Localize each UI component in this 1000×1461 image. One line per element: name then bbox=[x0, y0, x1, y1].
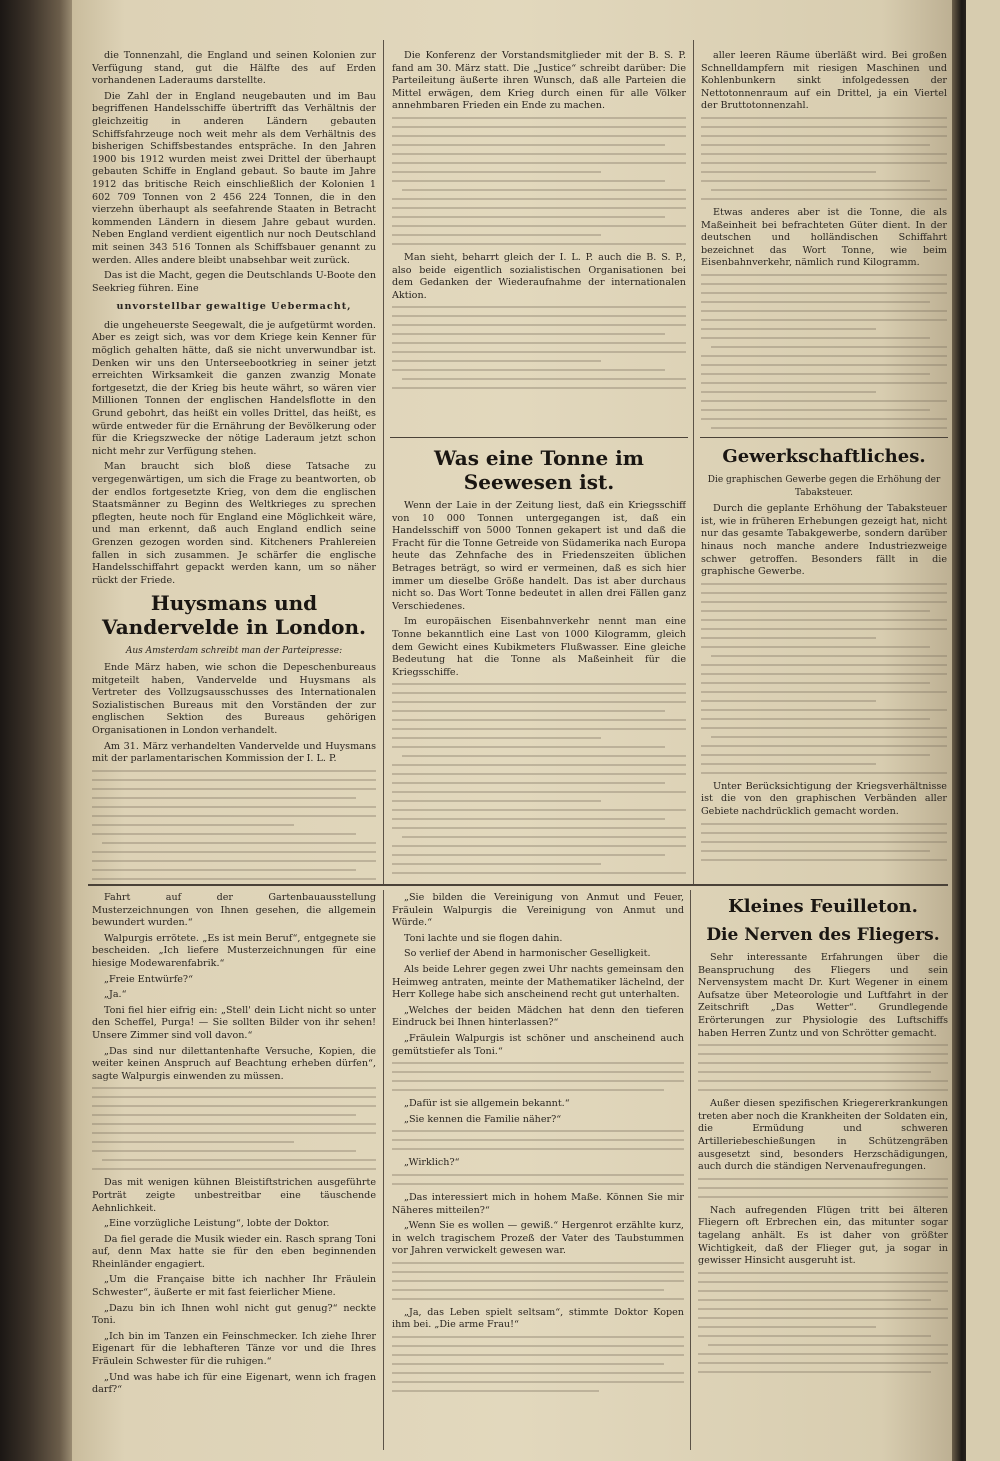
story-paragraph: „Das sind nur dilettantenhafte Versuche, Kopien, die weiter keinen Anspruch auf Beachtung erheben dürfen“, sagte Walpurgis einwenden zu müssen. bbox=[92, 1045, 376, 1082]
article-column-2b bbox=[392, 442, 686, 880]
column-rule bbox=[383, 40, 384, 885]
feuilleton-story-column-2 bbox=[392, 892, 684, 1452]
story-paragraph: Fahrt auf der Gartenbauausstellung Musterzeichnungen von Ihnen gesehen, die allgemein bewundert wurden.“ bbox=[92, 892, 376, 929]
unreadable-body-text bbox=[392, 1174, 684, 1185]
column-rule bbox=[690, 890, 691, 1450]
story-paragraph: „Dafür ist sie allgemein bekannt.“ bbox=[404, 1098, 570, 1110]
feuilleton-divider bbox=[88, 884, 948, 886]
story-paragraph: Toni fiel hier eifrig ein: „Stell' dein Licht nicht so unter den Scheffel, Purga! — Sie sollten Bilder von ihr sehen! Unsere Zimmer sind voll davon.“ bbox=[92, 1004, 376, 1041]
unreadable-body-text bbox=[701, 583, 947, 774]
section-rule bbox=[700, 437, 948, 438]
article-subhead: Die graphischen Gewerbe gegen die Erhöhung der Tabaksteuer. bbox=[707, 475, 941, 498]
unreadable-body-text bbox=[698, 1272, 948, 1373]
article-paragraph: Unter Berücksichtigung der Kriegsverhältnisse ist die von den graphischen Verbänden aller Gebiete nachdrücklich gemacht worden. bbox=[701, 780, 947, 817]
unreadable-body-text bbox=[392, 683, 686, 880]
feuilleton-story-column-1 bbox=[92, 892, 376, 1452]
left-binding-shadow bbox=[0, 0, 80, 1461]
article-paragraph: Die Konferenz der Vorstandsmitglieder mit der B. S. P. fand am 30. März statt. Die „Justice“ schreibt darüber: Die Parteileitung äußerte ihren Wunsch, daß alle Parteien die Mittel erwägen, dem Krieg durch einen für alle Völker annehmbaren Frieden ein Ende zu machen. bbox=[392, 50, 686, 112]
story-paragraph: „Freie Entwürfe?“ bbox=[104, 973, 193, 985]
article-column-1 bbox=[92, 50, 376, 880]
article-paragraph: Durch die geplante Erhöhung der Tabaksteuer ist, wie in früheren Erhebungen gezeigt hat, nicht nur das gesamte Tabakgewerbe, sondern darüber hinaus noch manche andere Industriezweige schwer getroffen. Besonders fällt in die graphische Gewerbe. bbox=[701, 503, 947, 578]
article-headline: Die Nerven des Fliegers. bbox=[706, 925, 940, 945]
article-paragraph: Im europäischen Eisenbahnverkehr nennt man eine Tonne bekanntlich eine Last von 1000 Kilogramm, gleich dem Gewicht eines Kubikmeters Flußwasser. Eine gleiche Bedeutung hat die Tonne als Maßeinheit für die Kriegsschiffe. bbox=[392, 616, 686, 678]
story-paragraph: „Wirklich?“ bbox=[404, 1157, 460, 1169]
story-paragraph: „Sie kennen die Familie näher?“ bbox=[404, 1113, 562, 1125]
story-paragraph: „Ich bin im Tanzen ein Feinschmecker. Ich ziehe Ihrer Eigenart für die lebhafteren Tänze vor und die Ihres Fräulein Schwester für die ruhigen.“ bbox=[92, 1330, 376, 1368]
article-column-2 bbox=[392, 50, 686, 435]
article-headline: Huysmans und Vandervelde in London. bbox=[102, 591, 366, 640]
unreadable-body-text bbox=[392, 1336, 684, 1392]
story-paragraph: So verlief der Abend in harmonischer Geselligkeit. bbox=[404, 948, 651, 960]
unreadable-body-text bbox=[92, 770, 376, 880]
article-paragraph: Ende März haben, wie schon die Depeschenbureaus mitgeteilt haben, Vandervelde und Huysmans als Vertreter des Vollzugsausschusses des Internationalen Sozialistischen Bureaus mit den Vorständen der zur englischen Sektion des Bureaus gehörigen Organisationen in London verhandelt. bbox=[92, 661, 376, 736]
article-paragraph: die Tonnenzahl, die England und seinen Kolonien zur Verfügung stand, gut die Hälfte des auf Erden vorhandenen Laderaums darstellte. bbox=[92, 50, 376, 87]
story-paragraph: „Dazu bin ich Ihnen wohl nicht gut genug?“ neckte Toni. bbox=[92, 1302, 376, 1327]
article-paragraph: Man braucht sich bloß diese Tatsache zu vergegenwärtigen, um sich die Frage zu beantworten, ob der endlos fortgesetzte Krieg, von dem die englischen Staatsmänner zu Beginn des Weltkrieges zu sprechen pflegten, heute noch für England eine Möglichkeit wäre, und man erkennt, daß auch England endlich seine Grenzen gezogen worden sind. Kitcheners Prahlereien fallen in sich zusammen. Je schärfer die englische Handelsschiffahrt gepackt werden kann, um so näher rückt der Friede. bbox=[92, 461, 376, 586]
article-headline: Was eine Tonne im Seewesen ist. bbox=[434, 446, 644, 494]
story-paragraph: „Eine vorzügliche Leistung“, lobte der Doktor. bbox=[104, 1218, 330, 1230]
article-paragraph: Am 31. März verhandelten Vandervelde und Huysmans mit der parlamentarischen Kommission der I. L. P. bbox=[92, 740, 376, 765]
story-paragraph: „Ja, das Leben spielt seltsam“, stimmte Doktor Kopen ihm bei. „Die arme Frau!“ bbox=[392, 1306, 684, 1331]
article-column-3b bbox=[701, 442, 947, 880]
section-headline: Gewerkschaftliches. bbox=[722, 446, 926, 467]
article-paragraph: Etwas anderes aber ist die Tonne, die als Maßeinheit bei befrachteten Güter dient. In der deutschen und holländischen Schiffahrt bezeichnet das Wort Tonne, wie beim Eisenbahnverkehr, nämlich rund Kilogramm. bbox=[701, 206, 947, 269]
unreadable-body-text bbox=[392, 1130, 684, 1150]
unreadable-body-text bbox=[392, 1262, 684, 1300]
story-paragraph: „Sie bilden die Vereinigung von Anmut und Feuer, Fräulein Walpurgis die Vereinigung von Anmut und Würde.“ bbox=[392, 892, 684, 929]
article-byline: Aus Amsterdam schreibt man der Parteipresse: bbox=[125, 646, 343, 657]
article-paragraph: Man sieht, beharrt gleich der I. L. P. auch die B. S. P., also beide eigentlich sozialistischen Organisationen bei dem Gedanken der Wiederaufnahme der internationalen Aktion. bbox=[392, 251, 686, 301]
story-paragraph: Walpurgis errötete. „Es ist mein Beruf“, entgegnete sie bescheiden. „Ich liefere Musterzeichnungen für eine hiesige Modewarenfabrik.“ bbox=[92, 932, 376, 969]
kleines-feuilleton-column bbox=[698, 892, 948, 1452]
unreadable-body-text bbox=[701, 823, 947, 861]
story-paragraph: Da fiel gerade die Musik wieder ein. Rasch sprang Toni auf, denn Max hatte sie für den eben beginnenden Rheinländer engagiert. bbox=[92, 1233, 376, 1270]
unreadable-body-text bbox=[392, 117, 686, 245]
article-column-3 bbox=[701, 50, 947, 435]
story-paragraph: „Das interessiert mich in hohem Maße. Können Sie mir Näheres mitteilen?“ bbox=[392, 1191, 684, 1216]
article-paragraph: Das ist die Macht, gegen die Deutschlands U-Boote den Seekrieg führen. Eine bbox=[92, 270, 376, 294]
article-paragraph: aller leeren Räume überläßt wird. Bei großen Schnelldampfern mit riesigen Maschinen und Kohlenbunkern sinkt infolgedessen der Nettotonnenraum auf ein Drittel, ja ein Viertel der Bruttotonnenzahl. bbox=[701, 50, 947, 112]
unreadable-body-text bbox=[698, 1044, 948, 1091]
article-paragraph: Wenn der Laie in der Zeitung liest, daß ein Kriegsschiff von 10 000 Tonnen untergegangen ist, daß ein Handelsschiff von 5000 Tonnen gekapert ist und daß die Fracht für die Tonne Getreide von Südamerika nach Europa heute das Zehnfache des in Friedenszeiten üblichen Betrages beträgt, so wird er vermeinen, daß es sich hier immer um dieselbe Größe handelt. Das ist aber durchaus nicht so. Das Wort Tonne bedeutet in allen drei Fällen ganz Verschiedenes. bbox=[392, 500, 686, 612]
article-paragraph: Die Zahl der in England neugebauten und im Bau begriffenen Handelsschiffe übertrifft das Verhältnis der gleichzeitig in anderen Ländern gebauten Schiffsfahrzeuge noch weit mehr als dem Verhältnis des bisherigen Schiffsbestandes entspräche. In den Jahren 1900 bis 1912 wurden meist zwei Drittel der überhaupt gebauten Schiffe in England gebaut. So baute im Jahre 1912 das britische Reich einschließlich der Kolonien 1 602 709 Tonnen von 2 456 224 Tonnen, die in den vierzehn überhaupt als seefahrende Staaten in Betracht kommenden Ländern in diesem Jahre gebaut wurden. Neben England verdient eigentlich nur noch Deutschland mit seinen 343 516 Tonnen als Schiffsbauer genannt zu werden. Alles andere bleibt unabsehbar weit zurück. bbox=[92, 90, 376, 266]
column-rule bbox=[693, 40, 694, 885]
story-paragraph: „Welches der beiden Mädchen hat denn den tieferen Eindruck bei Ihnen hinterlassen?“ bbox=[392, 1004, 684, 1029]
unreadable-body-text bbox=[698, 1178, 948, 1198]
story-paragraph: „Und was habe ich für eine Eigenart, wenn ich fragen darf?“ bbox=[92, 1371, 376, 1396]
story-paragraph: Toni lachte und sie flogen dahin. bbox=[404, 932, 563, 944]
story-paragraph: „Ja.“ bbox=[104, 989, 127, 1001]
story-paragraph: „Wenn Sie es wollen — gewiß.“ Hergenrot erzählte kurz, in welch tragischem Prozeß der Vater des Taubstummen vor Jahren verwickelt gewesen war. bbox=[392, 1220, 684, 1257]
unreadable-body-text bbox=[92, 1087, 376, 1170]
article-paragraph: die ungeheuerste Seegewalt, die je aufgetürmt worden. Aber es zeigt sich, was vor dem Kriege kein Kenner für möglich gehalten hätte, daß sie nicht unverwundbar ist. Denken wir uns den Unterseebootkrieg in seiner jetzt erreichten Wirksamkeit die ganzen zwanzig Monate fortgesetzt, die der Krieg bis heute währt, so wären vier Millionen Tonnen der englischen Handelsflotte in den Grund gebohrt, das heißt ein volles Drittel, das heißt, es würde entweder für die Ernährung der Bevölkerung oder für die Kriegszwecke der nötige Laderaum jetzt schon nicht mehr zur Verfügung stehen. bbox=[92, 319, 376, 457]
article-paragraph: Außer diesen spezifischen Kriegererkrankungen treten aber noch die Krankheiten der Soldaten ein, die Ermüdung und schweren Artilleriebeschießungen in Schützengräben ausgesetzt sind, besonders Herzschädigungen, auch durch die ständigen Nervenaufregungen. bbox=[698, 1098, 948, 1173]
story-paragraph: „Um die Française bitte ich nachher Ihr Fräulein Schwester“, äußerte er mit fast feierlicher Miene. bbox=[92, 1274, 376, 1299]
article-paragraph: Nach aufregenden Flügen tritt bei älteren Fliegern oft Erbrechen ein, das mitunter sogar tagelang anhält. Es ist daher von größter Wichtigkeit, daß der Flieger gut, ja sogar in gewisser Hinsicht ausgeruht ist. bbox=[698, 1204, 948, 1267]
section-headline: Kleines Feuilleton. bbox=[728, 896, 918, 917]
article-paragraph: Sehr interessante Erfahrungen über die Beanspruchung des Fliegers und sein Nervensystem macht Dr. Kurt Wegener in einem Aufsatze über Meteorologie und Luftfahrt in der Zeitschrift „Das Wetter“. Grundlegende Erörterungen zur Physiologie des Luftschiffs haben Herren Zuntz und von Schrötter gemacht. bbox=[698, 952, 948, 1039]
section-rule bbox=[390, 437, 688, 438]
story-paragraph: Als beide Lehrer gegen zwei Uhr nachts gemeinsam den Heimweg antraten, meinte der Mathematiker lächelnd, der Herr Kollege habe sich anscheinend recht gut unterhalten. bbox=[392, 963, 684, 1001]
story-paragraph: Das mit wenigen kühnen Bleistiftstrichen ausgeführte Porträt zeigte unbestreitbar eine täuschende Aehnlichkeit. bbox=[92, 1177, 376, 1214]
column-rule bbox=[383, 890, 384, 1450]
adjacent-page-edge bbox=[966, 0, 1000, 1461]
unreadable-body-text bbox=[392, 306, 686, 389]
story-paragraph: „Fräulein Walpurgis ist schöner und anscheinend auch gemütstiefer als Toni.“ bbox=[392, 1032, 684, 1057]
emphasized-line: unvorstellbar gewaltige Uebermacht, bbox=[116, 301, 352, 313]
unreadable-body-text bbox=[701, 117, 947, 200]
unreadable-body-text bbox=[701, 274, 947, 429]
unreadable-body-text bbox=[392, 1062, 684, 1091]
